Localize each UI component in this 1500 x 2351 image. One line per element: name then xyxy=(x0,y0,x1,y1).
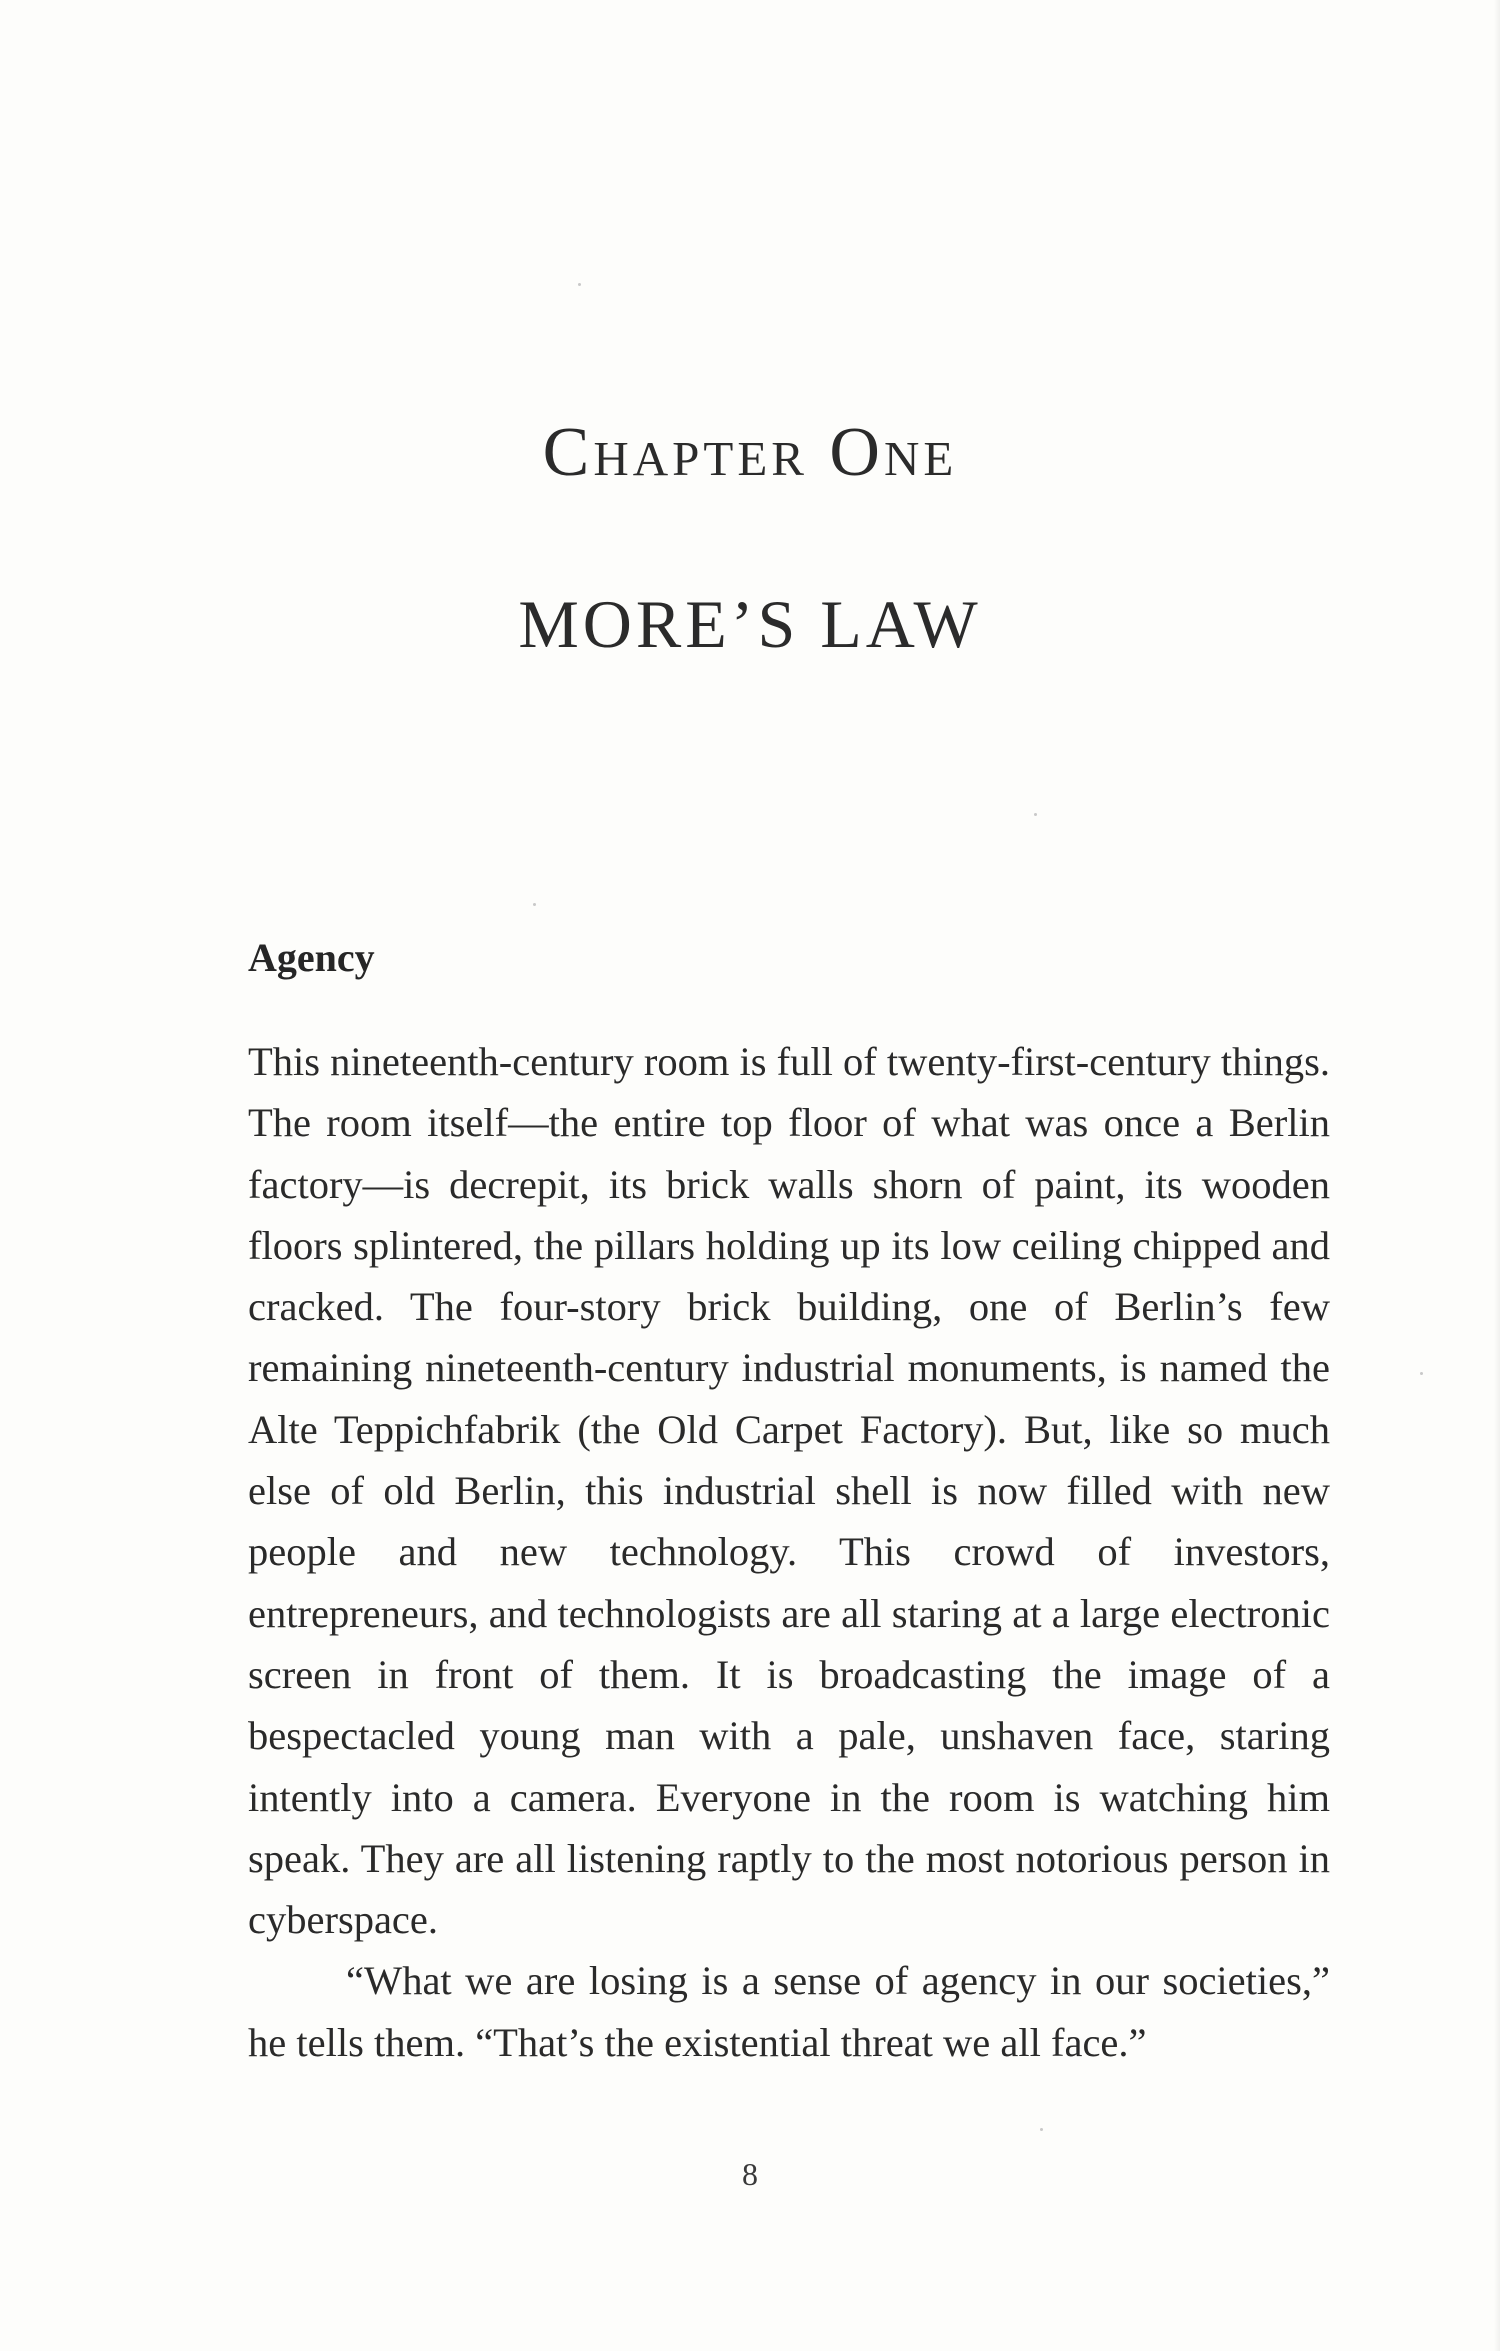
chapter-label: Chapter One xyxy=(542,414,958,491)
paper-speck xyxy=(1034,813,1037,816)
paper-speck xyxy=(1420,1372,1423,1375)
page-number: 8 xyxy=(742,2156,758,2192)
paper-speck xyxy=(533,903,536,906)
chapter-title: MORE’S LAW xyxy=(518,586,982,662)
paper-speck xyxy=(1040,2128,1043,2131)
paper-speck xyxy=(578,283,581,286)
body-text xyxy=(248,1031,1330,2073)
section-heading: Agency xyxy=(248,935,375,980)
page-edge-shadow xyxy=(1494,0,1500,2351)
paragraph: “What we are losing is a sense of agency in our societies,” he tells them. “That’s the existential threat we all face.” xyxy=(248,1958,1330,2065)
paragraph: This nineteenth-century room is full of twenty-first-century things. The room itself—the entire top floor of what was once a Berlin factory—is decrepit, its brick walls shorn of paint, its wooden floors splintered, the pillars holding up its low ceiling chipped and cracked. The four-story brick building, one of Berlin’s few remaining nineteenth-century industrial monuments, is named the Alte Teppichfabrik (the Old Carpet Factory). But, like so much else of old Berlin, this industrial shell is now filled with new people and new technology. This crowd of investors, entrepreneurs, and technologists are all staring at a large electronic screen in front of them. It is broadcasting the image of a bespectacled young man with a pale, unshaven face, staring intently into a camera. Everyone in the room is watching him speak. They are all listening raptly to the most notorious person in cyberspace. xyxy=(248,1039,1330,1943)
